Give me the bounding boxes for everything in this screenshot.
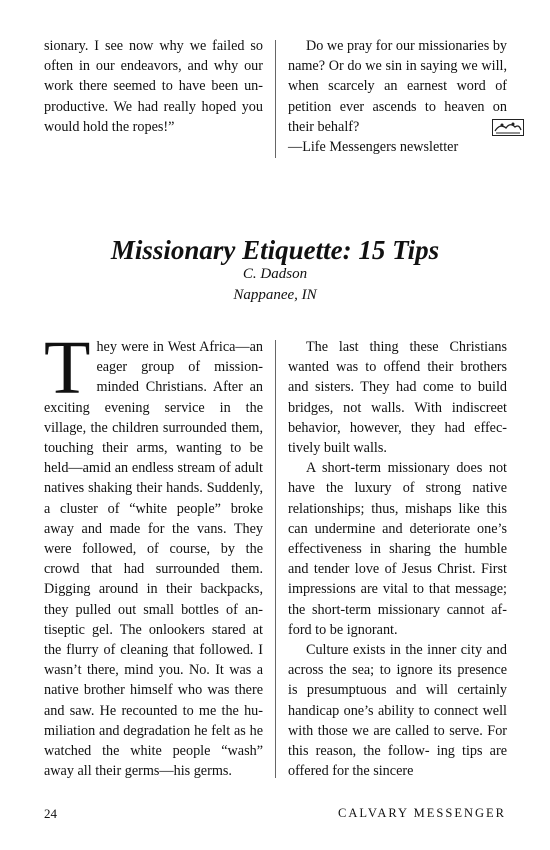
text-line: tiseptic gel. The onlookers stared at [44,621,263,638]
text-line: hey were in West Africa—an [96,339,263,355]
text-line: The last thing these Christians [306,339,507,355]
text-line: Digging around in their backpacks, [44,581,263,598]
text-line: broke away and made for the vans. [44,500,263,537]
text-line: away all their germs—his germs. [44,763,232,780]
text-line: is presumptuous and will certainly [288,682,507,699]
text-line: behavior, however, they had effec- [288,419,507,436]
column-divider-top [275,40,276,158]
text-line: to be held—amid an endless stream [44,440,263,477]
text-line: the flurry of cleaning that followed. I [44,642,263,659]
article-paragraph [288,337,507,458]
text-line: and tender love of Jesus Christ. First [288,561,507,578]
end-mark-icon [474,119,506,136]
text-line: serve. For this reason, the follow- [288,722,508,760]
text-line: relationships; thus, mishaps like this [288,500,507,517]
top-left-column [44,36,263,137]
text-line: tively built walls. [288,440,387,457]
text-line: They were followed, of course, by [44,520,263,558]
text-line: village, the children surrounded [44,419,227,436]
article-paragraph [288,640,507,781]
text-line: them, touching their arms, wanting [44,419,263,457]
text-line: A short-term missionary does [306,460,483,477]
text-line: and sisters. They had come to build [288,379,507,396]
text-line: Do we pray for our missionaries [306,38,490,54]
text-line: well with those we are called to [288,702,507,739]
text-line: Suddenly, a cluster of “white people” [44,480,264,517]
article-left-column [44,326,264,781]
text-line: wasn’t there, mind you. No. It was a [44,662,263,679]
top-right-paragraph [288,36,507,137]
text-line: productive. We had really hoped you [44,98,263,115]
text-line: not have the luxury of strong native [288,460,507,497]
article-right-column [288,337,507,781]
article-author: C. Dadson [242,266,308,282]
text-line: ing tips are offered for the sincere [288,743,508,780]
text-line: of adult natives shaking their hands. [44,460,264,497]
text-line: Culture exists in the inner city and [306,642,507,659]
text-line: he watched the white people “wash” [44,722,264,760]
text-line: across the sea; to ignore its presence [288,662,507,679]
text-line: miliation and degradation he felt as [44,722,246,739]
text-line: eager group of mission- [96,359,263,376]
text-line: handicap one’s ability to connect [288,702,479,719]
top-left-paragraph [44,36,263,137]
text-line: will, when scarcely an earnest word [288,58,507,95]
page-number: 24 [44,806,57,821]
text-line: minded Christians. After [96,379,243,396]
column-divider-article [275,340,276,778]
top-right-column [288,36,507,157]
text-line: sionary. I see now why we failed so [44,38,263,54]
text-line: can undermine and deteriorate one’s [288,520,507,537]
article-paragraph [44,326,264,781]
publication-name: CALVARY MESSENGER [338,806,506,820]
text-line: the short-term missionary cannot af- [288,601,507,618]
text-line: their behalf? [288,118,360,135]
text-line: often in our endeavors, and why our [44,58,263,75]
drop-cap: T [44,326,91,410]
text-line: would hold the ropes!” [44,118,175,135]
article-paragraph [288,458,507,640]
article-title: Missionary Etiquette: 15 Tips [110,235,440,265]
text-line: by name? Or do we sin in saying we [288,38,508,75]
text-line: and saw. He recounted to me the hu- [44,702,263,719]
text-line: effectiveness in sharing the humble [288,541,507,558]
text-line: ford to be ignorant. [288,621,398,638]
text-line: an exciting evening service in the [44,379,264,416]
text-line: wanted was to offend their brothers [288,359,507,376]
text-line: work there seemed to have been un- [44,78,263,95]
newsletter-attribution: —Life Messengers newsletter [288,139,459,156]
article-location: Nappanee, IN [233,287,317,303]
text-line: of petition ever ascends to heaven on [288,78,508,115]
text-line: they pulled out small bottles of an- [44,601,263,618]
text-line: bridges, not walls. With indiscreet [288,399,507,416]
text-line: impressions are vital to that message; [288,581,507,598]
text-line: the crowd that had surrounded them. [44,541,264,578]
text-line: native brother himself who was there [44,682,263,699]
